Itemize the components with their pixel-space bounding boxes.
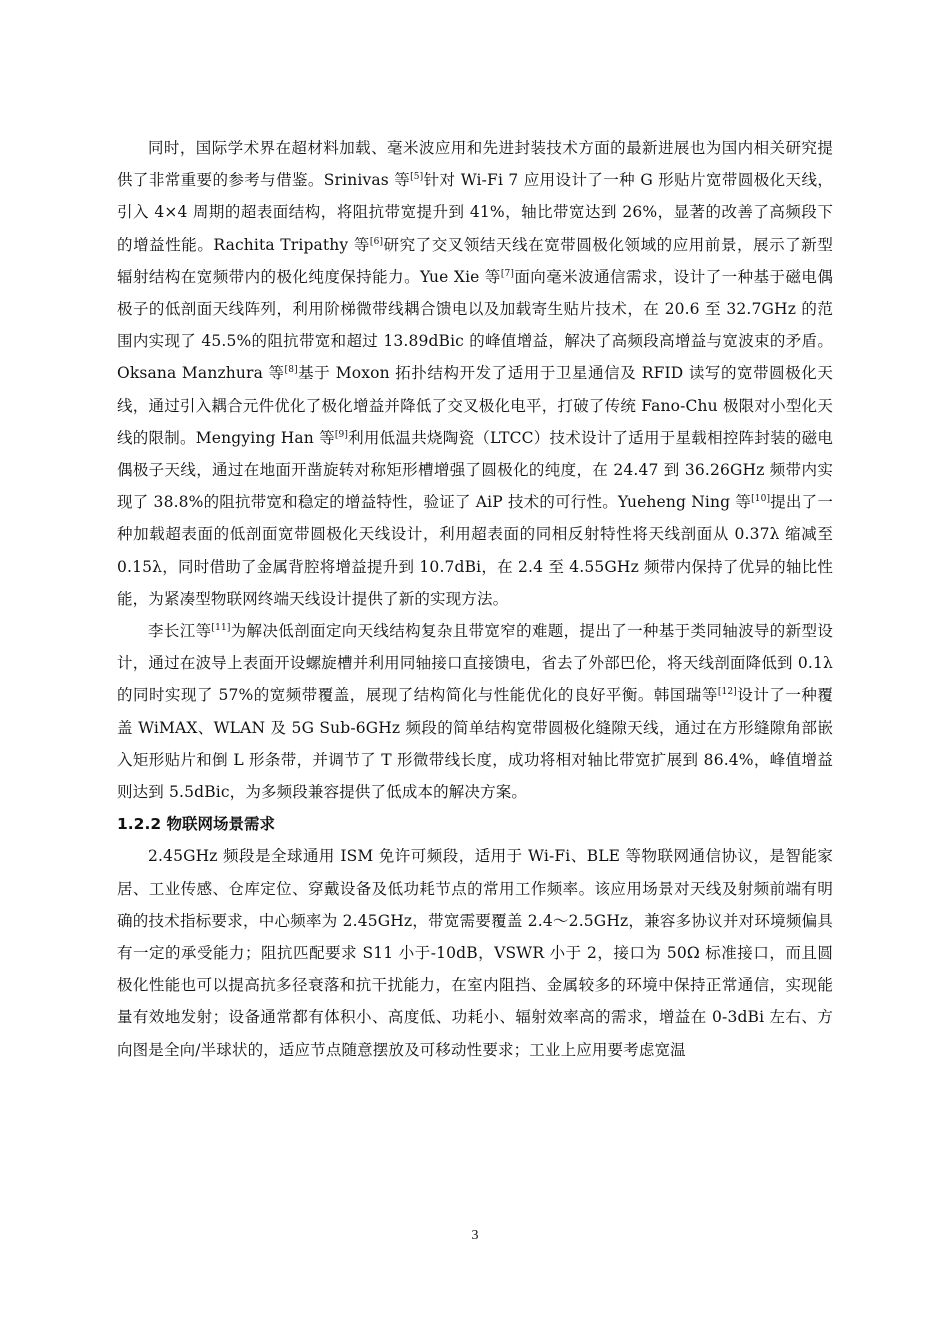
citation-ref: [11]	[211, 622, 231, 633]
paragraph-iot-requirements: 2.45GHz 频段是全球通用 ISM 免许可频段，适用于 Wi-Fi、BLE 等物联网通信协议，是智能家居、工业传感、仓库定位、穿戴设备及低功耗节点的常用工作频率。该应用场景对天线及射频前端有明确的技术指标要求，中心频率为 2.45GHz，带宽需要覆盖 2.4～2.5GHz，兼容多协议并对环境频偏具有一定的承受能力；阻抗匹配要求 S11 小于-10dB，VSWR 小于 2，接口为 50Ω 标准接口，而且圆极化性能也可以提高抗多径衰落和抗干扰能力，在室内阻挡、金属较多的环境中保持正常通信，实现能量有效地发射；设备通常都有体积小、高度低、功耗小、辐射效率高的需求，增益在 0-3dBi 左右、方向图是全向/半球状的，适应节点随意摆放及可移动性要求；工业上应用要考虑宽温	[117, 847, 833, 1059]
citation-ref: [7]	[500, 268, 515, 279]
citation-ref: [9]	[334, 429, 349, 440]
citation-ref: [12]	[717, 687, 737, 698]
citation-ref: [6]	[369, 236, 384, 247]
citation-ref: [5]	[410, 172, 424, 183]
paragraph-domestic-research: 李长江等[11]为解决低剖面定向天线结构复杂且带宽窄的难题，提出了一种基于类同轴波导的新型设计，通过在波导上表面开设螺旋槽并利用同轴接口直接馈电，省去了外部巴伦，将天线剖面降低到 0.1λ 的同时实现了 57%的宽频带覆盖，展现了结构简化与性能优化的良好平衡。韩国瑞等[12]设计了一种覆盖 WiMAX、WLAN 及 5G Sub-6GHz 频段的简单结构宽带圆极化缝隙天线，通过在方形缝隙角部嵌入矩形贴片和倒 L 形条带，并调节了 T 形微带线长度，成功将相对轴比带宽扩展到 86.4%，峰值增益则达到 5.5dBic，为多频段兼容提供了低成本的解决方案。	[117, 622, 834, 802]
section-heading: 1.2.2 物联网场景需求	[117, 815, 276, 834]
citation-ref: [10]	[751, 494, 771, 505]
paragraph-international-research: 同时，国际学术界在超材料加载、毫米波应用和先进封装技术方面的最新进展也为国内相关研究提供了非常重要的参考与借鉴。Srinivas 等[5]针对 Wi-Fi 7 应用设计了一种 G 形贴片宽带圆极化天线，引入 4×4 周期的超表面结构，将阻抗带宽提升到 41%，轴比带宽达到 26%，显著的改善了高频段下的增益性能。Rachita Tripathy 等[6]研究了交叉领结天线在宽带圆极化领域的应用前景，展示了新型辐射结构在宽频带内的极化纯度保持能力。Yue Xie 等[7]面向毫米波通信需求，设计了一种基于磁电偶极子的低剖面天线阵列，利用阶梯微带线耦合馈电以及加载寄生贴片技术，在 20.6 至 32.7GHz 的范围内实现了 45.5%的阻抗带宽和超过 13.89dBic 的峰值增益，解决了高频段高增益与宽波束的矛盾。Oksana Manzhura 等[8]基于 Moxon 拓扑结构开发了适用于卫星通信及 RFID 读写的宽带圆极化天线，通过引入耦合元件优化了极化增益并降低了交叉极化电平，打破了传统 Fano-Chu 极限对小型化天线的限制。Mengying Han 等[9]利用低温共烧陶瓷（LTCC）技术设计了适用于星载相控阵封装的磁电偶极子天线，通过在地面开凿旋转对称矩形槽增强了圆极化的纯度，在 24.47 到 36.26GHz 频带内实现了 38.8%的阻抗带宽和稳定的增益特性，验证了 AiP 技术的可行性。Yueheng Ning 等[10]提出了一种加载超表面的低剖面宽带圆极化天线设计，利用超表面的同相反射特性将天线剖面从 0.37λ 缩减至 0.15λ，同时借助了金属背腔将增益提升到 10.7dBi，在 2.4 至 4.55GHz 频带内保持了优异的轴比性能，为紧凑型物联网终端天线设计提供了新的实现方法。	[117, 139, 834, 608]
page-number: 3	[471, 1228, 479, 1243]
citation-ref: [8]	[284, 365, 298, 376]
page-body	[117, 132, 833, 1066]
